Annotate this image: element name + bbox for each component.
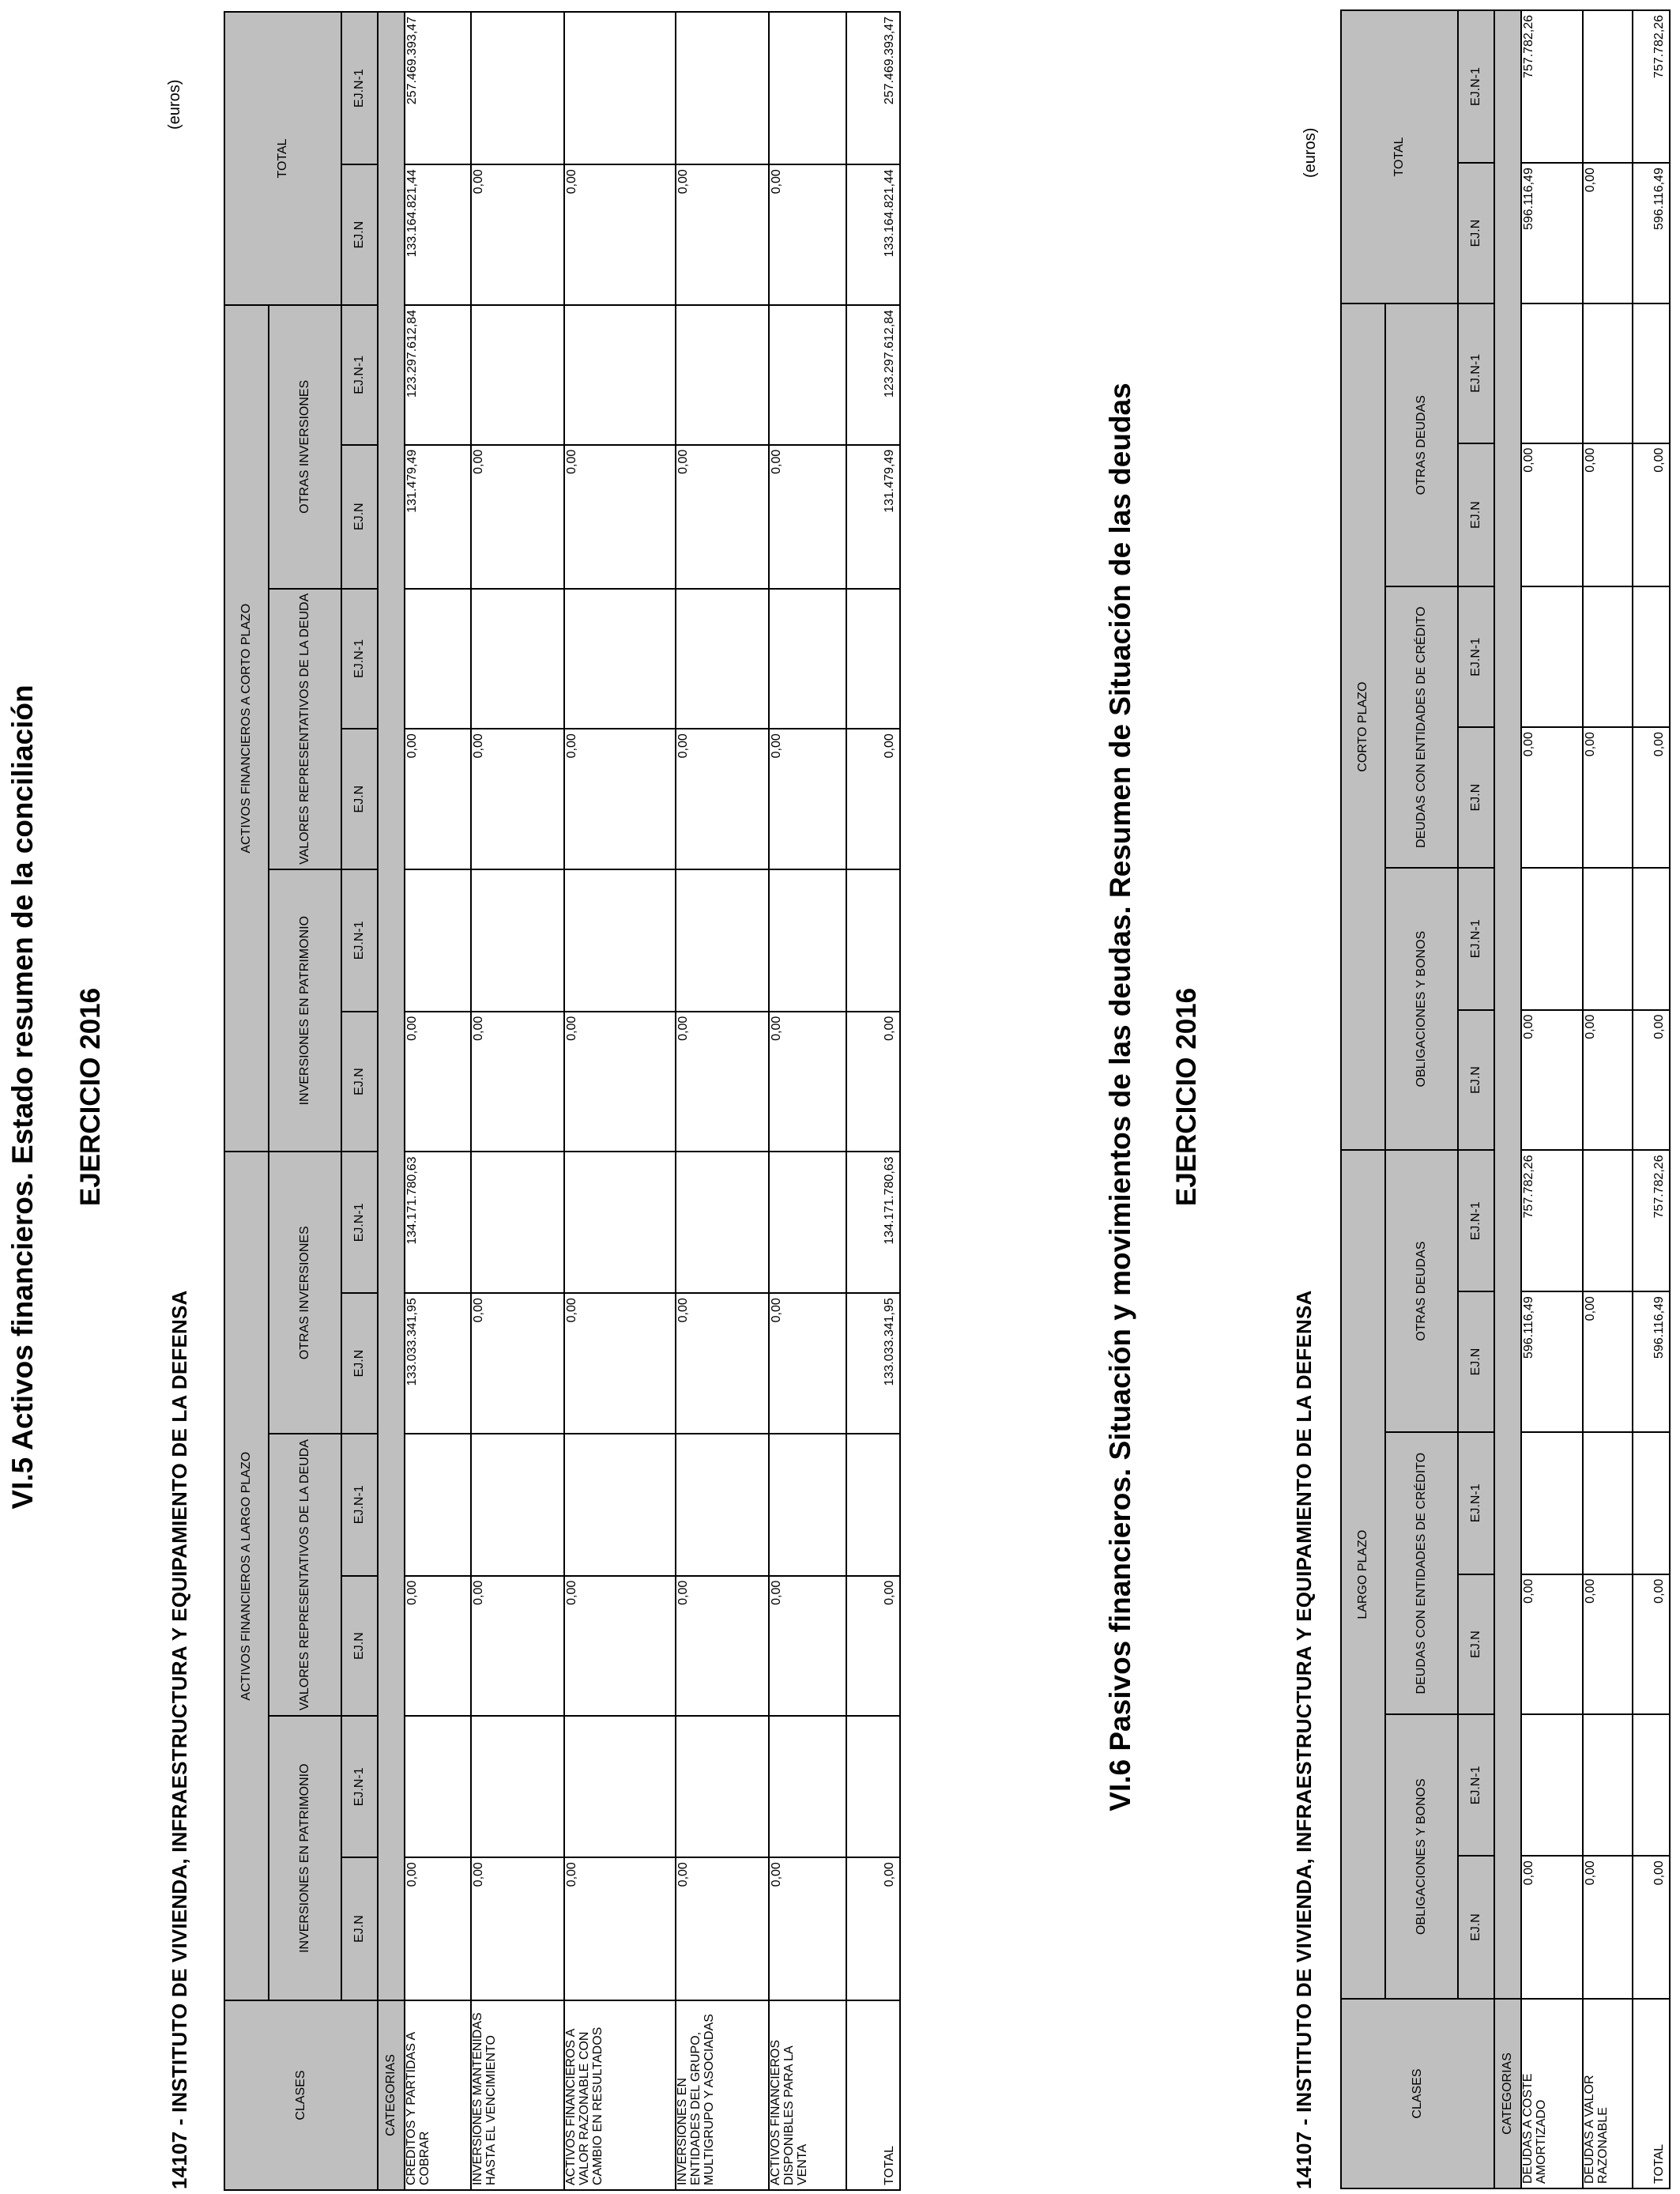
- cell-ej-n1: 757.782,26: [1633, 1150, 1670, 1291]
- activos-unit: (euros): [166, 79, 183, 130]
- cell-ej-n1: [676, 1716, 769, 1857]
- cell-ej-n: 0,00: [564, 445, 676, 589]
- cell-ej-n: 0,00: [1633, 1574, 1670, 1715]
- cell-ej-n: 133.164.821,44: [846, 164, 900, 305]
- pasivos-title: VI.6 Pasivos financieros. Situación y movimientos de las deudas. Resumen de Situación de las deudas: [1104, 383, 1136, 1811]
- cell-ej-n1: 134.171.780,63: [405, 1152, 471, 1293]
- sub-valores-deuda: VALORES REPRESENTATIVOS DE LA DEUDA: [269, 1434, 341, 1716]
- row-category: ACTIVOS FINANCIEROS DISPONIBLES PARA LA VENTA: [769, 2000, 846, 2190]
- cell-ej-n1: 123.297.612,84: [405, 305, 471, 445]
- cell-ej-n: 0,00: [769, 164, 846, 305]
- cell-ej-n: 0,00: [1583, 1574, 1633, 1715]
- cell-ej-n: 596.116,49: [1633, 163, 1670, 303]
- cell-ej-n: 0,00: [1633, 727, 1670, 868]
- cell-ej-n1: [846, 869, 900, 1012]
- cell-ej-n: 0,00: [1583, 443, 1633, 587]
- cell-ej-n1: [471, 869, 564, 1012]
- sub-deudas-entidades-credito: DEUDAS CON ENTIDADES DE CRÉDITO: [1385, 586, 1458, 867]
- cell-ej-n: 0,00: [846, 1576, 900, 1717]
- cell-ej-n: 133.033.341,95: [846, 1293, 900, 1434]
- cell-ej-n1: [769, 12, 846, 164]
- cell-ej-n1: [471, 589, 564, 729]
- ej-n1-header: EJ.N-1: [341, 12, 378, 164]
- ej-n-header: EJ.N: [1458, 1291, 1494, 1432]
- cell-ej-n: 596.116,49: [1521, 1291, 1583, 1432]
- table-row: [564, 12, 676, 2190]
- ej-n-header: EJ.N: [1458, 1856, 1494, 1999]
- ej-n-header: EJ.N: [341, 729, 378, 869]
- cell-ej-n: 0,00: [471, 1012, 564, 1152]
- cell-ej-n1: 757.782,26: [1521, 10, 1583, 163]
- cell-ej-n1: [405, 1716, 471, 1857]
- cell-ej-n: 0,00: [676, 1576, 769, 1717]
- cell-ej-n1: [405, 589, 471, 729]
- cell-ej-n: 0,00: [405, 1576, 471, 1717]
- cell-ej-n1: [676, 1434, 769, 1576]
- cell-ej-n1: [1521, 868, 1583, 1010]
- cell-ej-n: 0,00: [564, 1576, 676, 1717]
- table-row: [471, 12, 564, 2190]
- cell-ej-n: 0,00: [676, 1293, 769, 1434]
- sub-obligaciones-bonos: OBLIGACIONES Y BONOS: [1385, 868, 1458, 1151]
- header-spacer: [1494, 10, 1521, 1999]
- cell-ej-n: 0,00: [405, 729, 471, 869]
- cell-ej-n: 0,00: [471, 1576, 564, 1717]
- pasivos-ejercicio: EJERCICIO 2016: [1171, 987, 1202, 1207]
- ej-n1-header: EJ.N-1: [341, 1434, 378, 1576]
- sub-inversiones-patrimonio: INVERSIONES EN PATRIMONIO: [269, 869, 341, 1152]
- cell-ej-n: 0,00: [769, 1576, 846, 1717]
- sub-otras-inversiones: OTRAS INVERSIONES: [269, 1152, 341, 1434]
- categorias-header: CATEGORIAS: [378, 2000, 405, 2190]
- row-category: INVERSIONES MANTENIDAS HASTA EL VENCIMIENTO: [471, 2000, 564, 2190]
- cell-ej-n1: [1583, 1432, 1633, 1574]
- row-category: CRÉDITOS Y PARTIDAS A COBRAR: [405, 2000, 471, 2190]
- pasivos-table: [1340, 9, 1671, 2189]
- cell-ej-n1: 757.782,26: [1521, 1150, 1583, 1291]
- ej-n1-header: EJ.N-1: [341, 1152, 378, 1293]
- activos-title: VI.5 Activos financieros. Estado resumen de la conciliación: [6, 684, 39, 1510]
- cell-ej-n1: [564, 869, 676, 1012]
- sub-valores-deuda: VALORES REPRESENTATIVOS DE LA DEUDA: [269, 589, 341, 869]
- cell-ej-n: 133.033.341,95: [405, 1293, 471, 1434]
- ej-n-header: EJ.N: [1458, 727, 1494, 868]
- pasivos-unit: (euros): [1301, 127, 1319, 178]
- cell-ej-n1: [1583, 10, 1633, 163]
- cell-ej-n1: [1583, 868, 1633, 1010]
- ej-n-header: EJ.N: [341, 1576, 378, 1717]
- total-header: TOTAL: [1341, 10, 1458, 303]
- ej-n1-header: EJ.N-1: [1458, 1150, 1494, 1291]
- cell-ej-n1: 257.469.393,47: [405, 12, 471, 164]
- cell-ej-n: 0,00: [769, 729, 846, 869]
- table-row: [1583, 10, 1633, 2188]
- cell-ej-n: 0,00: [1583, 1291, 1633, 1432]
- cell-ej-n1: [1583, 1714, 1633, 1856]
- row-category: DEUDAS A COSTE AMORTIZADO: [1521, 1999, 1583, 2188]
- cell-ej-n: 0,00: [1583, 1010, 1633, 1151]
- ej-n-header: EJ.N: [341, 1857, 378, 2000]
- cell-ej-n1: [564, 1152, 676, 1293]
- cell-ej-n: 0,00: [1521, 727, 1583, 868]
- cell-ej-n1: [471, 1716, 564, 1857]
- activos-institution: 14107 - INSTITUTO DE VIVIENDA, INFRAESTRUCTURA Y EQUIPAMIENTO DE LA DEFENSA: [168, 1290, 191, 2189]
- ej-n-header: EJ.N: [341, 1293, 378, 1434]
- cell-ej-n: 0,00: [564, 729, 676, 869]
- group-largo-plazo: LARGO PLAZO: [1341, 1150, 1385, 1999]
- cell-ej-n1: [471, 1152, 564, 1293]
- cell-ej-n: 0,00: [564, 1012, 676, 1152]
- table-row: [676, 12, 769, 2190]
- table-row: [405, 12, 471, 2190]
- clases-header: CLASES: [224, 2000, 378, 2190]
- cell-ej-n1: [1521, 1714, 1583, 1856]
- cell-ej-n1: [564, 1434, 676, 1576]
- sub-otras-inversiones: OTRAS INVERSIONES: [269, 305, 341, 589]
- cell-ej-n: 0,00: [846, 1857, 900, 2000]
- cell-ej-n1: [676, 305, 769, 445]
- cell-ej-n1: [846, 1434, 900, 1576]
- cell-ej-n1: [769, 869, 846, 1012]
- cell-ej-n: 131.479,49: [846, 445, 900, 589]
- ej-n-header: EJ.N: [341, 445, 378, 589]
- cell-ej-n: 0,00: [405, 1012, 471, 1152]
- cell-ej-n: 0,00: [676, 1012, 769, 1152]
- cell-ej-n1: 134.171.780,63: [846, 1152, 900, 1293]
- cell-ej-n: 0,00: [471, 1293, 564, 1434]
- cell-ej-n: 0,00: [471, 729, 564, 869]
- clases-header: CLASES: [1341, 1999, 1494, 2188]
- cell-ej-n1: [1633, 1714, 1670, 1856]
- cell-ej-n: 0,00: [676, 164, 769, 305]
- activos-table: [224, 11, 901, 2191]
- cell-ej-n: 0,00: [471, 445, 564, 589]
- cell-ej-n1: 257.469.393,47: [846, 12, 900, 164]
- cell-ej-n1: [676, 12, 769, 164]
- cell-ej-n: 0,00: [1583, 1856, 1633, 1999]
- table-row: [1633, 10, 1670, 2188]
- sub-otras-deudas: OTRAS DEUDAS: [1385, 1150, 1458, 1432]
- ej-n1-header: EJ.N-1: [341, 589, 378, 729]
- cell-ej-n: 0,00: [1633, 1856, 1670, 1999]
- pasivos-institution: 14107 - INSTITUTO DE VIVIENDA, INFRAESTRUCTURA Y EQUIPAMIENTO DE LA DEFENSA: [1292, 1290, 1316, 2189]
- header-spacer: [378, 12, 405, 2000]
- cell-ej-n1: [1583, 303, 1633, 443]
- cell-ej-n: 0,00: [769, 445, 846, 589]
- group-corto-plazo: CORTO PLAZO: [1341, 303, 1385, 1151]
- cell-ej-n: 0,00: [1633, 443, 1670, 587]
- cell-ej-n: 0,00: [769, 1012, 846, 1152]
- row-category: TOTAL: [846, 2000, 900, 2190]
- categorias-header: CATEGORIAS: [1494, 1999, 1521, 2188]
- total-header: TOTAL: [224, 12, 341, 305]
- cell-ej-n: 0,00: [846, 729, 900, 869]
- ej-n1-header: EJ.N-1: [341, 305, 378, 445]
- cell-ej-n1: [564, 12, 676, 164]
- cell-ej-n1: [846, 1716, 900, 1857]
- cell-ej-n1: [1583, 586, 1633, 727]
- cell-ej-n: 596.116,49: [1633, 1291, 1670, 1432]
- cell-ej-n1: [471, 305, 564, 445]
- ej-n-header: EJ.N: [341, 1012, 378, 1152]
- cell-ej-n: 0,00: [564, 1857, 676, 2000]
- cell-ej-n: 0,00: [676, 445, 769, 589]
- cell-ej-n1: [471, 1434, 564, 1576]
- cell-ej-n1: [405, 869, 471, 1012]
- cell-ej-n1: [769, 1434, 846, 1576]
- cell-ej-n1: [1583, 1150, 1633, 1291]
- row-category: INVERSIONES EN ENTIDADES DEL GRUPO, MULTIGRUPO Y ASOCIADAS: [676, 2000, 769, 2190]
- cell-ej-n: 0,00: [1521, 1574, 1583, 1715]
- cell-ej-n: 0,00: [769, 1857, 846, 2000]
- cell-ej-n: 0,00: [1521, 1010, 1583, 1151]
- cell-ej-n: 0,00: [564, 164, 676, 305]
- cell-ej-n1: [564, 1716, 676, 1857]
- cell-ej-n1: [564, 305, 676, 445]
- cell-ej-n1: [676, 589, 769, 729]
- cell-ej-n1: [1633, 586, 1670, 727]
- cell-ej-n1: [1633, 1432, 1670, 1574]
- ej-n-header: EJ.N: [1458, 1574, 1494, 1715]
- cell-ej-n: 0,00: [846, 1012, 900, 1152]
- ej-n-header: EJ.N: [1458, 443, 1494, 587]
- ej-n-header: EJ.N: [341, 164, 378, 305]
- cell-ej-n: 133.164.821,44: [405, 164, 471, 305]
- cell-ej-n1: [1521, 586, 1583, 727]
- cell-ej-n: 0,00: [471, 1857, 564, 2000]
- cell-ej-n: 0,00: [676, 1857, 769, 2000]
- row-category: TOTAL: [1633, 1999, 1670, 2188]
- cell-ej-n: 0,00: [471, 164, 564, 305]
- cell-ej-n1: [1633, 303, 1670, 443]
- cell-ej-n1: [769, 1152, 846, 1293]
- ej-n1-header: EJ.N-1: [341, 869, 378, 1012]
- sub-otras-deudas: OTRAS DEUDAS: [1385, 303, 1458, 587]
- ej-n1-header: EJ.N-1: [1458, 1432, 1494, 1574]
- ej-n1-header: EJ.N-1: [1458, 10, 1494, 163]
- cell-ej-n: 0,00: [564, 1293, 676, 1434]
- cell-ej-n: 0,00: [1633, 1010, 1670, 1151]
- cell-ej-n1: [676, 1152, 769, 1293]
- cell-ej-n1: [564, 589, 676, 729]
- cell-ej-n: 0,00: [676, 729, 769, 869]
- cell-ej-n1: [1633, 868, 1670, 1010]
- ej-n-header: EJ.N: [1458, 163, 1494, 303]
- row-category: DEUDAS A VALOR RAZONABLE: [1583, 1999, 1633, 2188]
- cell-ej-n1: [769, 1716, 846, 1857]
- row-category: ACTIVOS FINANCIEROS A VALOR RAZONABLE CON CAMBIO EN RESULTADOS: [564, 2000, 676, 2190]
- group-corto-plazo: ACTIVOS FINANCIEROS A CORTO PLAZO: [224, 305, 269, 1152]
- sub-obligaciones-bonos: OBLIGACIONES Y BONOS: [1385, 1714, 1458, 1999]
- activos-ejercicio: EJERCICIO 2016: [75, 987, 106, 1207]
- cell-ej-n: 0,00: [1583, 727, 1633, 868]
- table-row: [769, 12, 846, 2190]
- cell-ej-n: 0,00: [1521, 1856, 1583, 1999]
- table-row: [1521, 10, 1583, 2188]
- cell-ej-n: 596.116,49: [1521, 163, 1583, 303]
- cell-ej-n1: [846, 589, 900, 729]
- cell-ej-n: 0,00: [1521, 443, 1583, 587]
- cell-ej-n: 0,00: [769, 1293, 846, 1434]
- cell-ej-n1: [676, 869, 769, 1012]
- cell-ej-n1: [1521, 303, 1583, 443]
- ej-n1-header: EJ.N-1: [1458, 1714, 1494, 1856]
- ej-n-header: EJ.N: [1458, 1010, 1494, 1151]
- cell-ej-n: 131.479,49: [405, 445, 471, 589]
- cell-ej-n1: [769, 305, 846, 445]
- ej-n1-header: EJ.N-1: [1458, 303, 1494, 443]
- cell-ej-n1: 757.782,26: [1633, 10, 1670, 163]
- cell-ej-n1: [769, 589, 846, 729]
- sub-inversiones-patrimonio: INVERSIONES EN PATRIMONIO: [269, 1716, 341, 2000]
- ej-n1-header: EJ.N-1: [1458, 586, 1494, 727]
- cell-ej-n: 0,00: [1583, 163, 1633, 303]
- ej-n1-header: EJ.N-1: [341, 1716, 378, 1857]
- group-largo-plazo: ACTIVOS FINANCIEROS A LARGO PLAZO: [224, 1152, 269, 2000]
- table-row: [846, 12, 900, 2190]
- sub-deudas-entidades-credito: DEUDAS CON ENTIDADES DE CRÉDITO: [1385, 1432, 1458, 1715]
- cell-ej-n: 0,00: [405, 1857, 471, 2000]
- ej-n1-header: EJ.N-1: [1458, 868, 1494, 1010]
- cell-ej-n1: 123.297.612,84: [846, 305, 900, 445]
- cell-ej-n1: [405, 1434, 471, 1576]
- cell-ej-n1: [471, 12, 564, 164]
- cell-ej-n1: [1521, 1432, 1583, 1574]
